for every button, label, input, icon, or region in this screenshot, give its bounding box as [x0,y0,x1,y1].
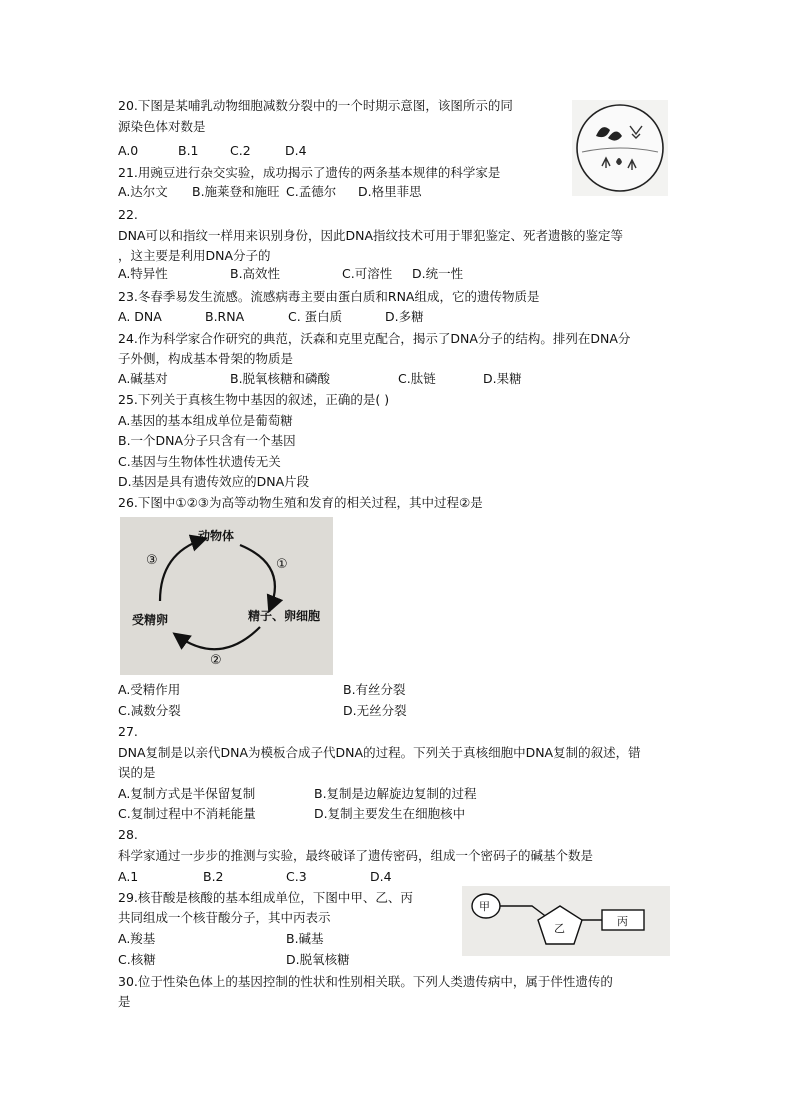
label-process-3: ③ [146,553,158,568]
q21-option-d: D.格里菲思 [358,184,422,199]
label-process-1: ① [276,557,288,572]
q29-nucleotide-figure [462,886,670,956]
q24-option-c: C.肽链 [398,371,436,386]
q20-option-d: D.4 [285,143,307,158]
q20-stem-line2: 源染色体对数是 [118,119,206,134]
q27-stem-line2: 误的是 [118,765,156,780]
q21-stem: 21.用豌豆进行杂交实验，成功揭示了遗传的两条基本规律的科学家是 [118,165,501,180]
q25-option-d: D.基因是具有遗传效应的DNA片段 [118,474,310,489]
q23-option-b: B.RNA [205,309,245,324]
q20-option-c: C.2 [230,143,251,158]
q22-option-d: D.统一性 [412,266,464,281]
q28-option-a: A.1 [118,869,139,884]
arrow-2 [176,627,260,649]
q27-number: 27. [118,724,138,739]
arrow-1 [240,545,275,609]
q25-option-b: B.一个DNA分子只含有一个基因 [118,433,296,448]
nucleotide-shapes [462,886,670,956]
q26-option-d: D.无丝分裂 [343,703,407,718]
q27-option-d: D.复制主要发生在细胞核中 [314,806,466,821]
q30-stem-line1: 30.位于性染色体上的基因控制的性状和性别相关联。下列人类遗传病中，属于伴性遗传的 [118,974,613,989]
arrow-3 [160,539,204,601]
q29-option-c: C.核糖 [118,952,156,967]
q26-option-c: C.减数分裂 [118,703,181,718]
q22-option-c: C.可溶性 [342,266,393,281]
node-gametes: 精子、卵细胞 [248,609,321,623]
q22-stem-line2: ，这主要是利用DNA分子的 [118,248,271,263]
q28-number: 28. [118,827,138,842]
q21-option-a: A.达尔文 [118,184,168,199]
q29-option-d: D.脱氧核糖 [286,952,350,967]
q27-option-a: A.复制方式是半保留复制 [118,786,256,801]
node-zygote: 受精卵 [132,613,169,627]
q26-option-a: A.受精作用 [118,682,181,697]
q25-option-c: C.基因与生物体性状遗传无关 [118,454,281,469]
q26-stem: 26.下图中①②③为高等动物生殖和发育的相关过程，其中过程②是 [118,495,483,510]
q29-option-a: A.羧基 [118,931,156,946]
q28-option-c: C.3 [286,869,307,884]
q21-option-c: C.孟德尔 [286,184,337,199]
q23-option-d: D.多糖 [385,309,424,324]
q24-stem-line1: 24.作为科学家合作研究的典范，沃森和克里克配合，揭示了DNA分子的结构。排列在DNA分 [118,331,631,346]
label-jia: 甲 [479,900,490,913]
q23-stem: 23.冬春季易发生流感。流感病毒主要由蛋白质和RNA组成，它的遗传物质是 [118,289,540,304]
q27-stem-line1: DNA复制是以亲代DNA为模板合成子代DNA的过程。下列关于真核细胞中DNA复制的叙述，错 [118,745,641,760]
q29-option-b: B.碱基 [286,931,324,946]
q24-stem-line2: 子外侧，构成基本骨架的物质是 [118,351,294,366]
q28-option-d: D.4 [370,869,392,884]
q22-option-a: A.特异性 [118,266,168,281]
q30-stem-line2: 是 [118,994,131,1009]
q20-option-a: A.0 [118,143,139,158]
q27-option-c: C.复制过程中不消耗能量 [118,806,256,821]
node-animal-body: 动物体 [198,529,235,543]
q24-option-b: B.脱氧核糖和磷酸 [230,371,331,386]
q22-number: 22. [118,207,138,222]
q21-option-b: B.施莱登和施旺 [192,184,280,199]
label-bing: 丙 [617,915,628,928]
label-yi: 乙 [554,922,565,935]
q24-option-d: D.果糖 [483,371,522,386]
q28-option-b: B.2 [203,869,224,884]
label-process-2: ② [210,653,222,668]
q23-option-a: A. DNA [118,309,162,324]
q20-cell-figure [572,100,668,196]
q26-cycle-figure [120,517,333,675]
q28-stem: 科学家通过一步步的推测与实验，最终破译了遗传密码，组成一个密码子的碱基个数是 [118,848,594,863]
q29-stem-line1: 29.核苷酸是核酸的基本组成单位，下图中甲、乙、丙 [118,890,413,905]
q25-stem: 25.下列关于真核生物中基因的叙述，正确的是( ) [118,392,390,407]
q24-option-a: A.碱基对 [118,371,168,386]
q22-option-b: B.高效性 [230,266,281,281]
q22-stem-line1: DNA可以和指纹一样用来识别身份，因此DNA指纹技术可用于罪犯鉴定、死者遗骸的鉴定等 [118,228,624,243]
q26-option-b: B.有丝分裂 [343,682,406,697]
q29-stem-line2: 共同组成一个核苷酸分子，其中丙表示 [118,910,331,925]
q20-stem-line1: 20.下图是某哺乳动物细胞减数分裂中的一个时期示意图，该图所示的同 [118,98,513,113]
q25-option-a: A.基因的基本组成单位是葡萄糖 [118,413,293,428]
q20-option-b: B.1 [178,143,199,158]
q27-option-b: B.复制是边解旋边复制的过程 [314,786,477,801]
q23-option-c: C. 蛋白质 [288,309,343,324]
